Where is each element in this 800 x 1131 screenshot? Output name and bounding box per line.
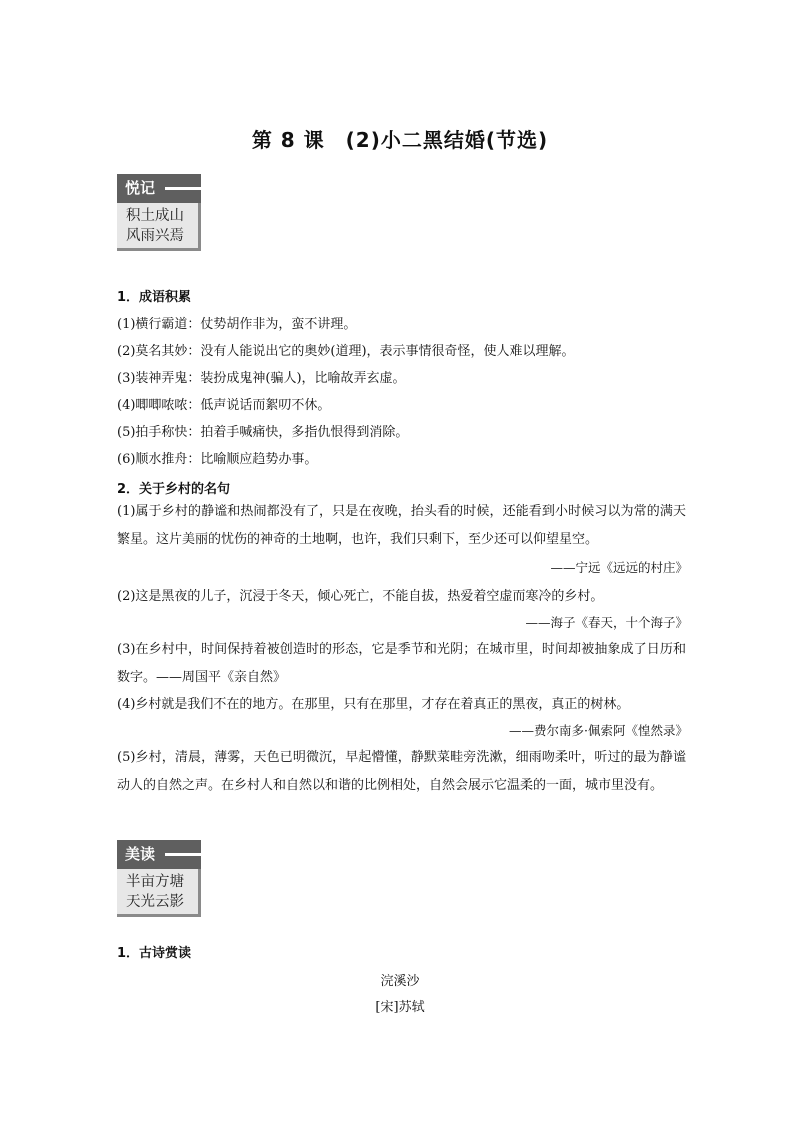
quote-source: ——宁远《远远的村庄》 (550, 560, 688, 575)
idiom-item: (2)莫名其妙：没有人能说出它的奥妙(道理)，表示事情很奇怪，使人难以理解。 (117, 344, 575, 359)
badge-body (117, 203, 201, 251)
poem-title: 浣溪沙 (380, 974, 420, 989)
idiom-item: (1)横行霸道：仗势胡作非为，蛮不讲理。 (117, 317, 357, 332)
quote-source: ——海子《春天，十个海子》 (525, 615, 688, 630)
idiom-item: (3)装神弄鬼：装扮成鬼神(骗人)，比喻故弄玄虚。 (117, 371, 406, 386)
idiom-item: (5)拍手称快：拍着手喊痛快，多指仇恨得到消除。 (117, 425, 409, 440)
badge-line: 半亩方塘 (126, 874, 184, 890)
badge-head: 悦记 (117, 174, 201, 203)
badge-line: 积土成山 (126, 208, 184, 224)
badge-meidu (117, 840, 201, 917)
quote-paragraph: (2)这是黑夜的儿子，沉浸于冬天，倾心死亡，不能自拔，热爱着空虚而寒冷的乡村。 (117, 589, 604, 604)
idiom-item: (4)唧唧哝哝：低声说话而絮叨不休。 (117, 398, 331, 413)
badge-line: 风雨兴焉 (126, 228, 184, 244)
section-heading: 1．成语积累 (117, 290, 192, 305)
section-heading: 1．古诗赏读 (117, 946, 192, 961)
quote-paragraph: (4)乡村就是我们不在的地方。在那里，只有在那里，才存在着真正的黑夜，真正的树林。 (117, 697, 630, 712)
quote-paragraph: (3)在乡村中，时间保持着被创造时的形态，它是季节和光阴；在城市里，时间却被抽象成了日历和数字。——周国平《亲自然》 (117, 642, 686, 685)
badge-yueji (117, 174, 201, 251)
badge-line: 天光云影 (126, 894, 184, 910)
quote-source: ——费尔南多·佩索阿《惶然录》 (509, 723, 688, 738)
section-heading: 2．关于乡村的名句 (117, 482, 231, 497)
quote-paragraph: (5)乡村，清晨，薄雾，天色已明微沉，早起懵懂，静默菜畦旁洗漱，细雨吻柔叶，听过的最为静谧动人的自然之声。在乡村人和自然以和谐的比例相处，自然会展示它温柔的一面，城市里没有。 (117, 750, 686, 793)
page-title: 第 8 课 (2)小二黑结婚(节选) (251, 128, 549, 152)
poem-author: [宋]苏轼 (375, 1000, 425, 1015)
quote-paragraph: (1)属于乡村的静谧和热闹都没有了，只是在夜晚，抬头看的时候，还能看到小时候习以为常的满天繁星。这片美丽的忧伤的神奇的土地啊，也许，我们只剩下，至少还可以仰望星空。 (117, 504, 686, 547)
badge-head: 美读 (117, 840, 201, 869)
idiom-item: (6)顺水推舟：比喻顺应趋势办事。 (117, 452, 318, 467)
badge-body (117, 869, 201, 917)
